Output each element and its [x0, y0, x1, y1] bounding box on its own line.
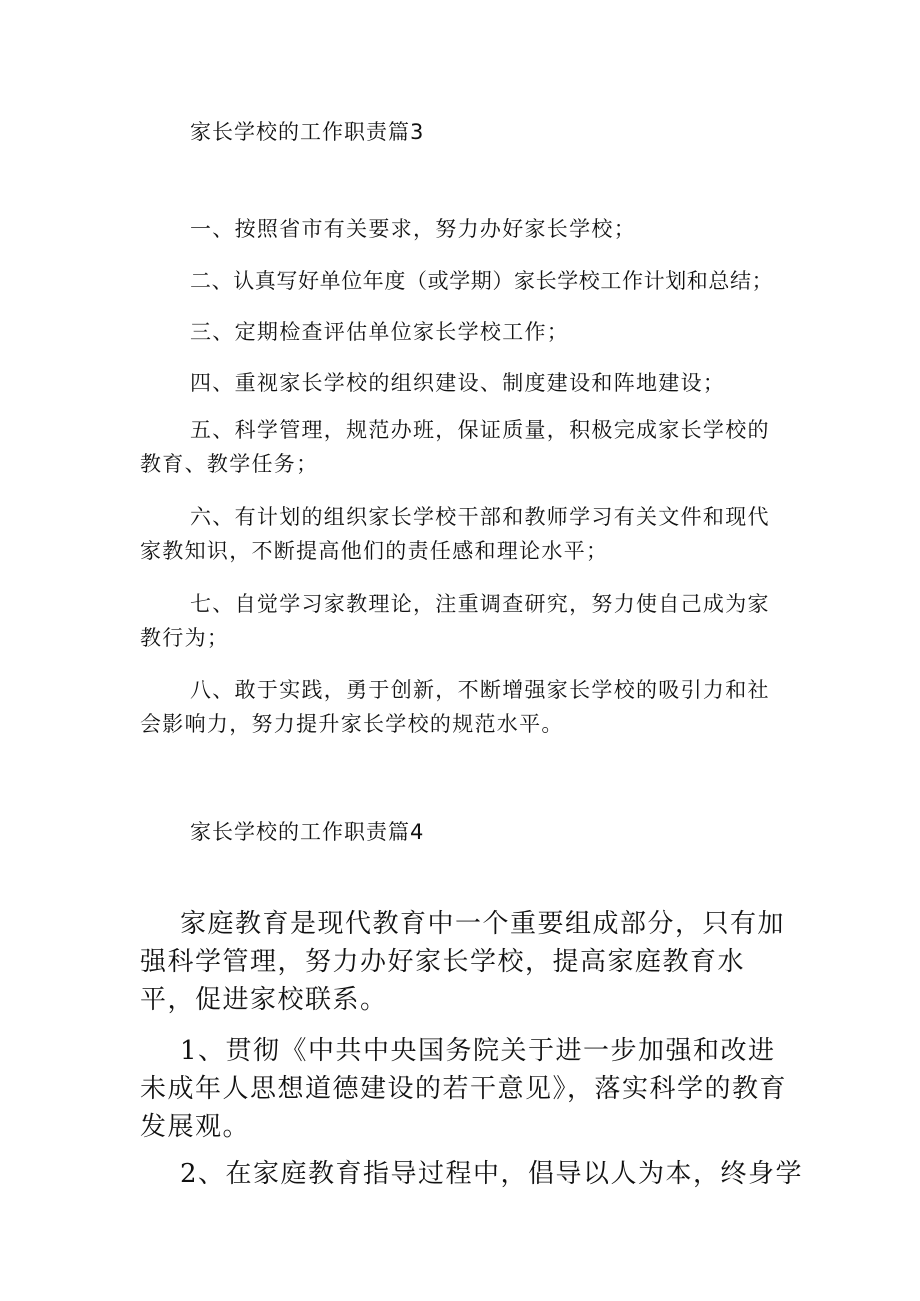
- section-4-item-2: 2、在家庭教育指导过程中，倡导以人为本，终身学: [180, 1159, 804, 1189]
- section-3-item-2: 二、认真写好单位年度（或学期）家长学校工作计划和总结；: [190, 269, 774, 293]
- section-4-intro: 家庭教育是现代教育中一个重要组成部分，只有加强科学管理，努力办好家长学校，提高家庭教育水平，促进家校联系。: [140, 909, 786, 1015]
- section-3-item-6: 六、有计划的组织家长学校干部和教师学习有关文件和现代家教知识，不断提高他们的责任感和理论水平；: [140, 505, 770, 563]
- section-4-heading: 家长学校的工作职责篇4: [190, 820, 425, 844]
- section-3-item-4: 四、重视家长学校的组织建设、制度建设和阵地建设；: [190, 371, 726, 395]
- section-3-heading: 家长学校的工作职责篇3: [190, 120, 425, 144]
- section-4-item-1: 1、贯彻《中共中央国务院关于进一步加强和改进未成年人思想道德建设的若干意见》，落实科学的教育发展观。: [140, 1036, 788, 1142]
- section-3-item-3: 三、定期检查评估单位家长学校工作；: [190, 320, 570, 344]
- section-3-item-5: 五、科学管理，规范办班，保证质量，积极完成家长学校的教育、教学任务；: [140, 418, 770, 476]
- section-3-item-8: 八、敢于实践，勇于创新，不断增强家长学校的吸引力和社会影响力，努力提升家长学校的规范水平。: [140, 678, 770, 736]
- section-3-item-1: 一、按照省市有关要求，努力办好家长学校；: [190, 217, 636, 241]
- section-3-item-7: 七、自觉学习家教理论，注重调查研究，努力使自己成为家教行为；: [140, 592, 770, 650]
